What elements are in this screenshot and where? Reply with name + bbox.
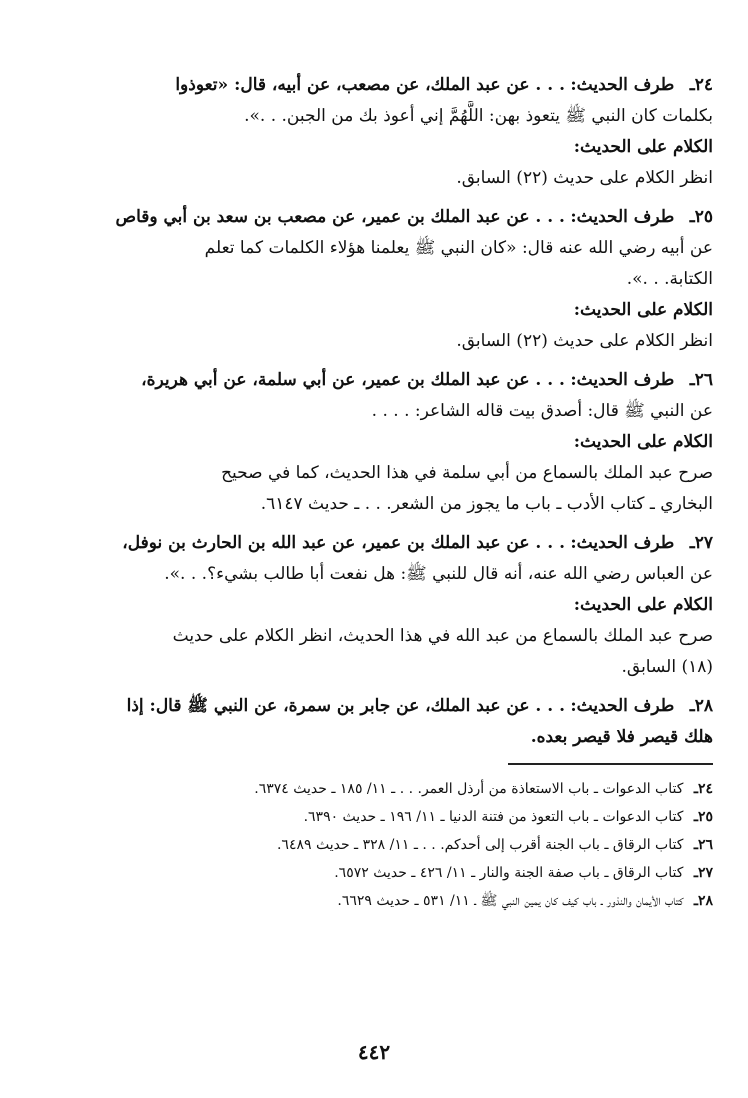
- kalam-body-line: صرح عبد الملك بالسماع من عبد الله في هذا الحديث، انظر الكلام على حديث: [172, 626, 713, 646]
- hadith-entry-25: [35, 202, 713, 357]
- entry-first-line: [35, 691, 713, 722]
- entry-label: طرف الحديث:: [570, 75, 675, 95]
- entry-text-line: . . . عن عبد الملك، عن مصعب، عن أبيه، قال: «تعوذوا: [175, 75, 565, 95]
- footnote-item: [35, 859, 713, 887]
- kalam-heading: الكلام على الحديث:: [573, 432, 713, 452]
- kalam-body-line: (١٨) السابق.: [621, 657, 713, 677]
- entry-text-line: . . . عن عبد الملك، عن جابر بن سمرة، عن النبي ﷺ قال: إذا: [126, 696, 565, 716]
- footnote-item: [35, 887, 713, 915]
- entry-label: طرف الحديث:: [570, 207, 675, 227]
- entry-text-line: . . . عن عبد الملك بن عمير، عن أبي سلمة، عن أبي هريرة،: [141, 370, 565, 390]
- footnote-number: ٢٨ـ: [693, 893, 713, 909]
- entry-number: ٢٤ـ: [689, 75, 713, 95]
- hadith-entry-27: [35, 528, 713, 683]
- page-number: ٤٤٢: [357, 1040, 391, 1064]
- entry-text-line: . . . عن عبد الملك بن عمير، عن عبد الله بن الحارث بن نوفل،: [122, 533, 565, 553]
- entry-text-line: عن النبي ﷺ قال: أصدق بيت قاله الشاعر: . . . .: [371, 401, 713, 421]
- footnote-item: [35, 831, 713, 859]
- entry-label: طرف الحديث:: [570, 533, 675, 553]
- entry-text-line: الكتابة. . .».: [626, 269, 713, 289]
- footnote-item: [35, 775, 713, 803]
- kalam-body-line: انظر الكلام على حديث (٢٢) السابق.: [456, 168, 713, 188]
- footnote-divider: [508, 763, 713, 765]
- entry-first-line: [35, 365, 713, 396]
- entry-number: ٢٨ـ: [689, 696, 713, 716]
- entry-number: ٢٥ـ: [689, 207, 713, 227]
- entry-text-line: عن أبيه رضي الله عنه قال: «كان النبي ﷺ يعلمنا هؤلاء الكلمات كما تعلم: [204, 238, 713, 258]
- hadith-entry-24: [35, 70, 713, 194]
- hadith-entry-26: [35, 365, 713, 520]
- kalam-body-line: صرح عبد الملك بالسماع من أبي سلمة في هذا الحديث، كما في صحيح: [221, 463, 713, 483]
- footnote-number: ٢٤ـ: [693, 781, 713, 797]
- entry-text-line: . . . عن عبد الملك بن عمير، عن مصعب بن سعد بن أبي وقاص: [115, 207, 565, 227]
- entry-text-line: عن العباس رضي الله عنه، أنه قال للنبي ﷺ: هل نفعت أبا طالب بشيء؟. . .».: [164, 564, 713, 584]
- kalam-body-line: البخاري ـ كتاب الأدب ـ باب ما يجوز من الشعر. . . ـ حديث ٦١٤٧.: [260, 494, 713, 514]
- entry-number: ٢٧ـ: [689, 533, 713, 553]
- entry-label: طرف الحديث:: [570, 696, 675, 716]
- footnote-text: كتاب الرقاق ـ باب صفة الجنة والنار ـ ١١/ ٤٢٦ ـ حديث ٦٥٧٢.: [334, 865, 684, 881]
- hadith-entry-28: [35, 691, 713, 753]
- footnote-text: كتاب الدعوات ـ باب التعوذ من فتنة الدنيا ـ ١١/ ١٩٦ ـ حديث ٦٣٩٠.: [303, 809, 684, 825]
- footnotes: [35, 775, 713, 915]
- footnote-text: كتاب الرقاق ـ باب الجنة أقرب إلى أحدكم. . . ـ ١١/ ٣٢٨ ـ حديث ٦٤٨٩.: [276, 837, 684, 853]
- entry-first-line: [35, 528, 713, 559]
- entry-first-line: [35, 202, 713, 233]
- entry-label: طرف الحديث:: [570, 370, 675, 390]
- footnote-text: كتاب الأيمان والنذور ـ باب كيف كان يمين النبي ﷺ ـ ١١/ ٥٣١ ـ حديث ٦٦٢٩.: [337, 893, 684, 909]
- entry-text-line: بكلمات كان النبي ﷺ يتعوذ بهن: اللَّهُمَّ إني أعوذ بك من الجبن. . .».: [244, 106, 713, 126]
- footnote-number: ٢٧ـ: [693, 865, 713, 881]
- footnote-number: ٢٦ـ: [693, 837, 713, 853]
- entry-first-line: [35, 70, 713, 101]
- footnote-number: ٢٥ـ: [693, 809, 713, 825]
- kalam-heading: الكلام على الحديث:: [573, 595, 713, 615]
- entry-text-line: هلك قيصر فلا قيصر بعده.: [530, 727, 713, 747]
- footnote-text: كتاب الدعوات ـ باب الاستعاذة من أرذل العمر. . . ـ ١١/ ١٨٥ ـ حديث ٦٣٧٤.: [254, 781, 684, 797]
- entry-number: ٢٦ـ: [689, 370, 713, 390]
- kalam-heading: الكلام على الحديث:: [573, 137, 713, 157]
- kalam-body-line: انظر الكلام على حديث (٢٢) السابق.: [456, 331, 713, 351]
- footnote-item: [35, 803, 713, 831]
- kalam-heading: الكلام على الحديث:: [573, 300, 713, 320]
